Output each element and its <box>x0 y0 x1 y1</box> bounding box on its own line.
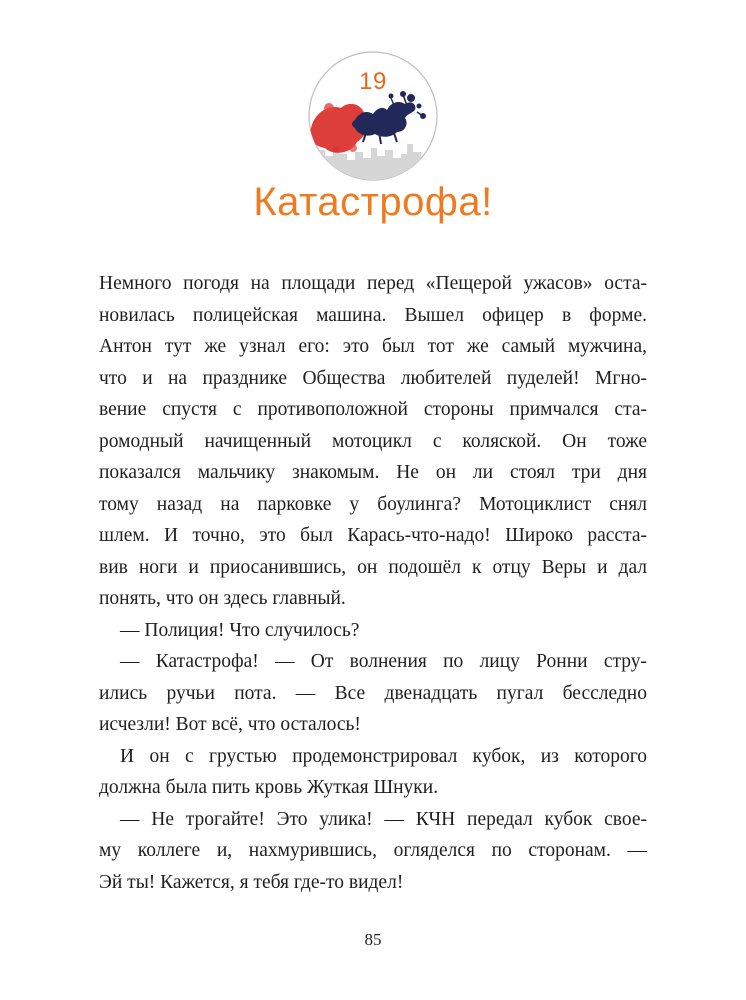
text-line: И он с грустью продемонстрировал кубок, из которого <box>120 745 647 767</box>
text-line: вив ноги и приосанившись, он подошёл к отцу Веры и дал <box>99 556 647 578</box>
chapter-emblem <box>307 50 439 182</box>
body-text <box>99 268 647 898</box>
text-line: понять, что он здесь главный. <box>99 588 346 609</box>
text-line: должна была пить кровь Жуткая Шнуки. <box>99 777 439 798</box>
text-line: му коллеге и, нахмурившись, огляделся по сторонам. — <box>99 840 647 861</box>
text-line: — Полиция! Что случилось? <box>120 619 360 641</box>
text-line: исчезли! Вот всё, что осталось! <box>99 714 361 735</box>
text-line: Немного погодя на площади перед «Пещерой ужасов» оста- <box>99 273 647 294</box>
text-line: вение спустя с противоположной стороны примчался ста- <box>99 399 647 420</box>
page-number: 85 <box>364 930 382 949</box>
text-line: — Не трогайте! Это улика! — КЧН передал кубок свое- <box>120 808 647 830</box>
chapter-number: 19 <box>359 68 387 95</box>
text-line: Эй ты! Кажется, я тебя где-то видел! <box>99 871 404 893</box>
text-line: что и на празднике Общества любителей пуделей! Мгно- <box>99 367 647 389</box>
text-line: шлем. И точно, это был Карась-что-надо! Широко расста- <box>99 525 647 546</box>
text-line: тому назад на парковке у боулинга? Мотоциклист снял <box>99 493 647 515</box>
text-line: показался мальчику знакомым. Не он ли стоял три дня <box>99 462 647 483</box>
text-line: — Катастрофа! — От волнения по лицу Ронни стру- <box>120 651 647 672</box>
text-line: Антон тут же узнал его: это был тот же самый мужчина, <box>99 336 647 357</box>
text-line: ились ручьи пота. — Все двенадцать пугал бесследно <box>99 682 647 704</box>
text-line: новилась полицейская машина. Вышел офицер в форме. <box>99 304 647 326</box>
chapter-title: Катастрофа! <box>253 180 493 224</box>
text-line: ромодный начищенный мотоцикл с коляской. Он тоже <box>99 430 647 452</box>
